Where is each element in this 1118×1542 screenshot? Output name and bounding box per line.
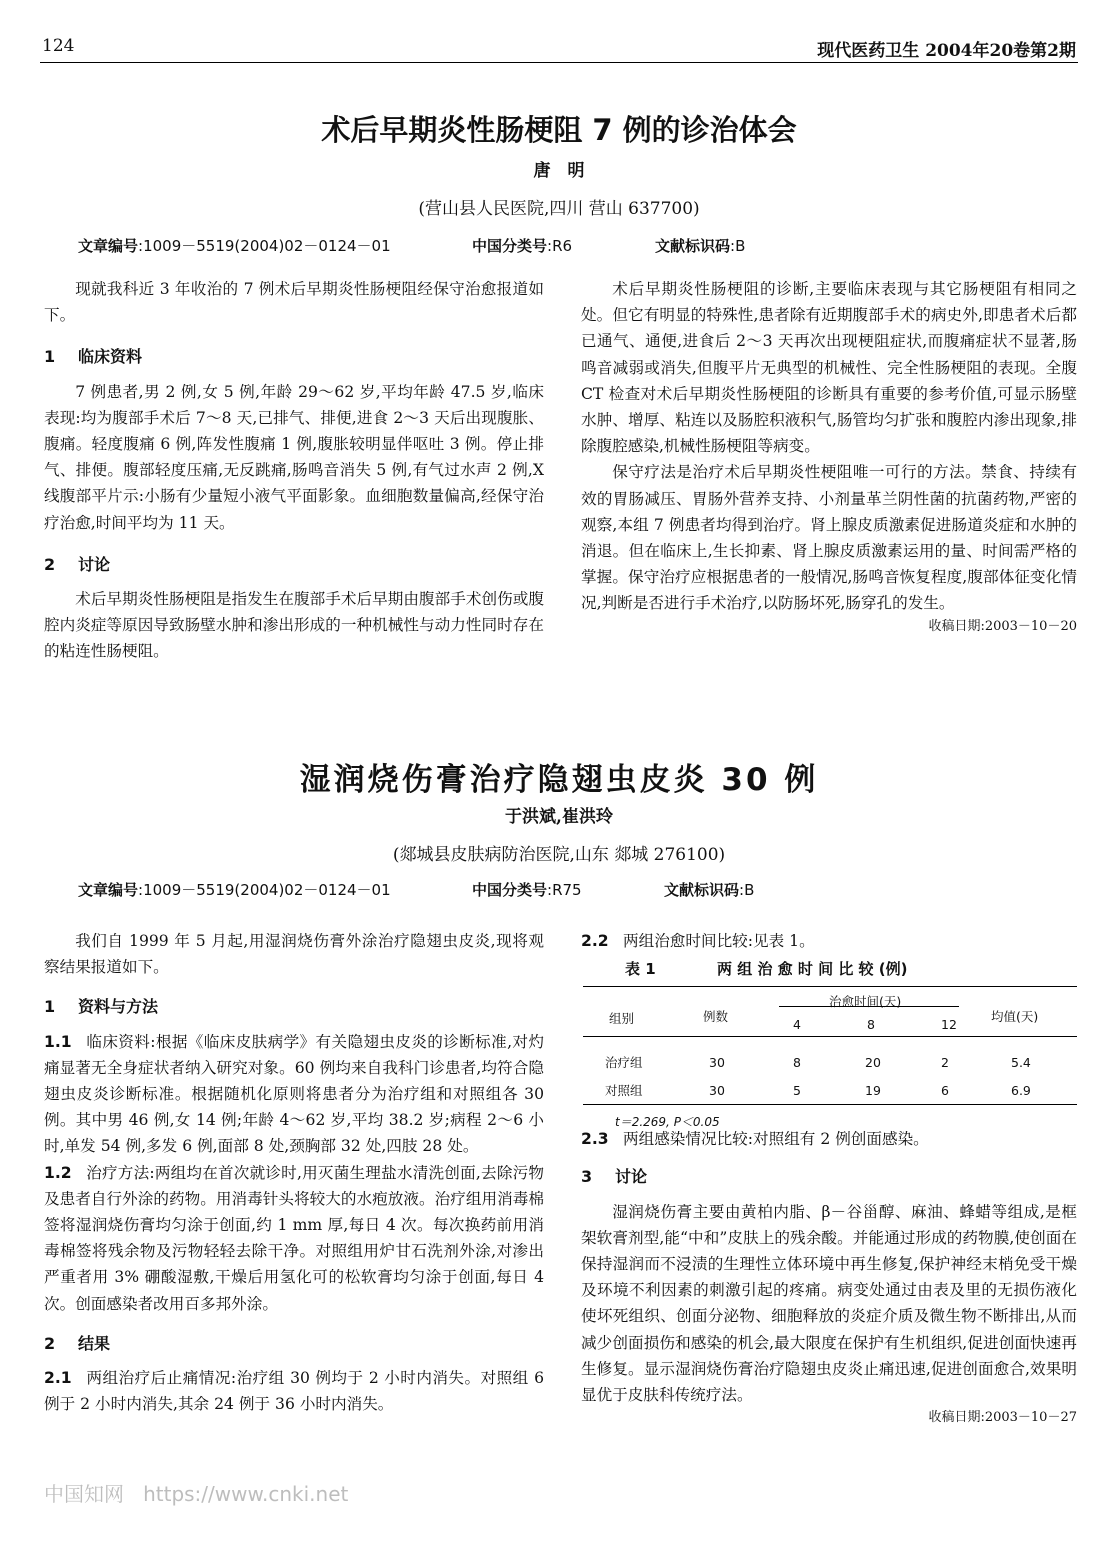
table-row-1-mean: 5.4: [1011, 1055, 1031, 1071]
article2-doc-code: 文献标识码:B: [664, 881, 755, 899]
table-bottom-rule: [583, 1104, 1077, 1105]
table-sub-4: 4: [793, 1017, 801, 1033]
table-header-mean: 均值(天): [991, 1009, 1039, 1025]
table-header-rule: [583, 1036, 1077, 1037]
article2-section2-3: 2.3 两组感染情况比较:对照组有 2 例创面感染。: [581, 1130, 929, 1149]
article2-section1-1: 1.1 临床资料:根据《临床皮肤病学》有关隐翅虫皮炎的诊断标准,对灼痛显著无全身症状者纳入研究对象。60 例均来自我科门诊患者,均符合隐翅虫皮炎诊断标准。根据随机化原则将患者分为治疗组和对照组各 30 例。其中男 46 例,女 14 例;年龄 4～62 岁,平均 38.2 岁;病程 2～6 小时,单发 54 例,多发 6 例,面部 8 处,颈胸部 32 处,四肢 28 处。: [44, 1032, 544, 1156]
article2-left-column: [44, 928, 544, 1417]
article1-article-no: 文章编号:1009－5519(2004)02－0124－01: [78, 237, 391, 255]
watermark-brand: 中国知网: [44, 1482, 124, 1506]
table-header-group: 组别: [609, 1011, 635, 1027]
table-header-count: 例数: [703, 1009, 729, 1025]
table-row-2-d4: 5: [793, 1083, 801, 1099]
article1-section1-heading: 1 临床资料: [44, 347, 143, 367]
article1-doc-code: 文献标识码:B: [655, 237, 746, 255]
article1-right-column: [581, 276, 1077, 637]
table-row-1-d12: 2: [941, 1055, 949, 1071]
watermark-url: https://www.cnki.net: [143, 1482, 349, 1506]
article1-section2-heading: 2 讨论: [44, 554, 111, 574]
article2-authors: 于洪斌,崔洪玲: [505, 807, 613, 827]
article1-section1-text: 7 例患者,男 2 例,女 5 例,年龄 29～62 岁,平均年龄 47.5 岁,临床表现:均为腹部手术后 7～8 天,已排气、排便,进食 2～3 天后出现腹胀、腹痛。轻度腹痛 6 例,阵发性腹痛 1 例,腹胀较明显伴呕吐 3 例。停止排气、排便。腹部轻度压痛,无反跳痛,肠鸣音消失 5 例,有气过水声 2 例,X 线腹部平片示:小肠有少量短小液气平面影象。血细胞数量偏高,经保守治疗治愈,时间平均为 11 天。: [44, 382, 544, 532]
table-caption: 两 组 治 愈 时 间 比 较 (例): [717, 960, 908, 979]
article1-left-column: [44, 276, 544, 665]
article1-section2-text: 术后早期炎性肠梗阻是指发生在腹部手术后早期由腹部手术创伤或腹腔内炎症等原因导致肠壁水肿和渗出形成的一种机械性与动力性同时存在的粘连性肠梗阻。: [44, 590, 544, 661]
article1-received-date: 收稿日期:2003－10－20: [928, 618, 1077, 634]
article2-section1-heading: 1 资料与方法: [44, 997, 159, 1017]
table-row-1-d4: 8: [793, 1055, 801, 1071]
article1-class-no: 中国分类号:R6: [472, 237, 573, 255]
article1-affiliation: (营山县人民医院,四川 营山 637700): [418, 199, 700, 219]
page-number: 124: [42, 36, 75, 56]
table-row-1-group: 治疗组: [605, 1055, 643, 1071]
cure-time-table: [581, 956, 1077, 1130]
article2-section2-heading: 2 结果: [44, 1333, 111, 1353]
table-row-2-mean: 6.9: [1011, 1083, 1031, 1099]
table-top-rule: [583, 986, 1077, 987]
article2-article-no: 文章编号:1009－5519(2004)02－0124－01: [78, 881, 391, 899]
table-span-rule: [779, 1006, 959, 1007]
article1-intro: 现就我科近 3 年收治的 7 例术后早期炎性肠梗阻经保守治愈报道如下。: [44, 280, 544, 325]
table-row-2-d8: 19: [865, 1083, 881, 1099]
article2-section1-2: 1.2 治疗方法:两组均在首次就诊时,用灭菌生理盐水清洗创面,去除污物及患者自行外涂的药物。用消毒针头将较大的水疱放液。治疗组用消毒棉签将湿润烧伤膏均匀涂于创面,约 1 mm 厚,每日 4 次。每次换药前用消毒棉签将残余物及污物轻轻去除干净。对照组用炉甘石洗剂外涂,对渗出严重者用 3% 硼酸湿敷,干燥后用氢化可的松软膏均匀涂于创面,每日 4 次。创面感染者改用百多邦外涂。: [44, 1163, 544, 1313]
journal-header: 现代医药卫生 2004年20卷第2期: [817, 41, 1076, 61]
table-row-2-d12: 6: [941, 1083, 949, 1099]
cnki-watermark: [44, 1478, 348, 1507]
table-sub-8: 8: [867, 1017, 875, 1033]
article1-discussion-p1: 术后早期炎性肠梗阻的诊断,主要临床表现与其它肠梗阻有相同之处。但它有明显的特殊性,患者除有近期腹部手术的病史外,即患者术后都已通气、通便,进食后 2～3 天再次出现梗阻症状,而腹痛症状不显著,肠鸣音减弱或消失,但腹平片无典型的机械性、完全性肠梗阻的表现。全腹 CT 检查对术后早期炎性肠梗阻的诊断具有重要的参考价值,可显示肠壁水肿、增厚、粘连以及肠腔积液积气,肠管均匀扩张和腹腔内渗出现象,排除腹腔感染,机械性肠梗阻等病变。: [581, 280, 1077, 456]
article2-section3-text: 湿润烧伤膏主要由黄柏内脂、β－谷甾醇、麻油、蜂蜡等组成,是框架软膏剂型,能“中和”皮肤上的残余酸。并能通过形成的药物膜,使创面在保持湿润而不浸渍的生理性立体环境中再生修复,保护神经末梢免受干燥及环境不利因素的刺激引起的疼痛。病变处通过由表及里的无损伤液化使坏死组织、创面分泌物、细胞释放的炎症介质及微生物不断排出,从而减少创面损伤和感染的机会,最大限度在保护有生机组织,促进创面快速再生修复。显示湿润烧伤膏治疗隐翅虫皮炎止痛迅速,促进创面愈合,效果明显优于皮肤科传统疗法。: [581, 1202, 1077, 1405]
table-row-2-count: 30: [709, 1083, 725, 1099]
table-row-1-d8: 20: [865, 1055, 881, 1071]
article2-class-no: 中国分类号:R75: [472, 881, 582, 899]
article2-section2-2: 2.2 两组治愈时间比较:见表 1。: [581, 932, 815, 950]
article2-affiliation: (郯城县皮肤病防治医院,山东 郯城 276100): [392, 845, 726, 865]
article2-title: 湿润烧伤膏治疗隐翅虫皮炎 30 例: [299, 762, 819, 798]
table-row-1-count: 30: [709, 1055, 725, 1071]
article2-section3-heading: 3 讨论: [581, 1167, 648, 1187]
article1-author: 唐 明: [533, 161, 585, 181]
article2-section2-1: 2.1 两组治疗后止痛情况:治疗组 30 例均于 2 小时内消失。对照组 6 例于 2 小时内消失,其余 24 例于 36 小时内消失。: [44, 1369, 544, 1414]
article2-right-column: [581, 928, 1077, 1428]
article2-intro: 我们自 1999 年 5 月起,用湿润烧伤膏外涂治疗隐翅虫皮炎,现将观察结果报道如下。: [44, 932, 544, 977]
table-note: t＝2.269, P＜0.05: [615, 1115, 720, 1130]
article1-discussion-p2: 保守疗法是治疗术后早期炎性梗阻唯一可行的方法。禁食、持续有效的胃肠减压、胃肠外营养支持、小剂量革兰阴性菌的抗菌药物,严密的观察,本组 7 例患者均得到治疗。肾上腺皮质激素促进肠道炎症和水肿的消退。但在临床上,生长抑素、肾上腺皮质激素运用的量、时间需严格的掌握。保守治疗应根据患者的一般情况,肠鸣音恢复程度,腹部体征变化情况,判断是否进行手术治疗,以防肠坏死,肠穿孔的发生。: [581, 463, 1077, 613]
table-header-cure-time: 治愈时间(天): [829, 994, 902, 1010]
table-caption-no: 表 1: [625, 960, 656, 979]
article1-title: 术后早期炎性肠梗阻 7 例的诊治体会: [321, 113, 797, 147]
table-row-2-group: 对照组: [605, 1083, 643, 1099]
header-rule: [40, 62, 1078, 63]
table-sub-12: 12: [941, 1017, 957, 1033]
article2-received-date: 收稿日期:2003－10－27: [928, 1410, 1077, 1426]
